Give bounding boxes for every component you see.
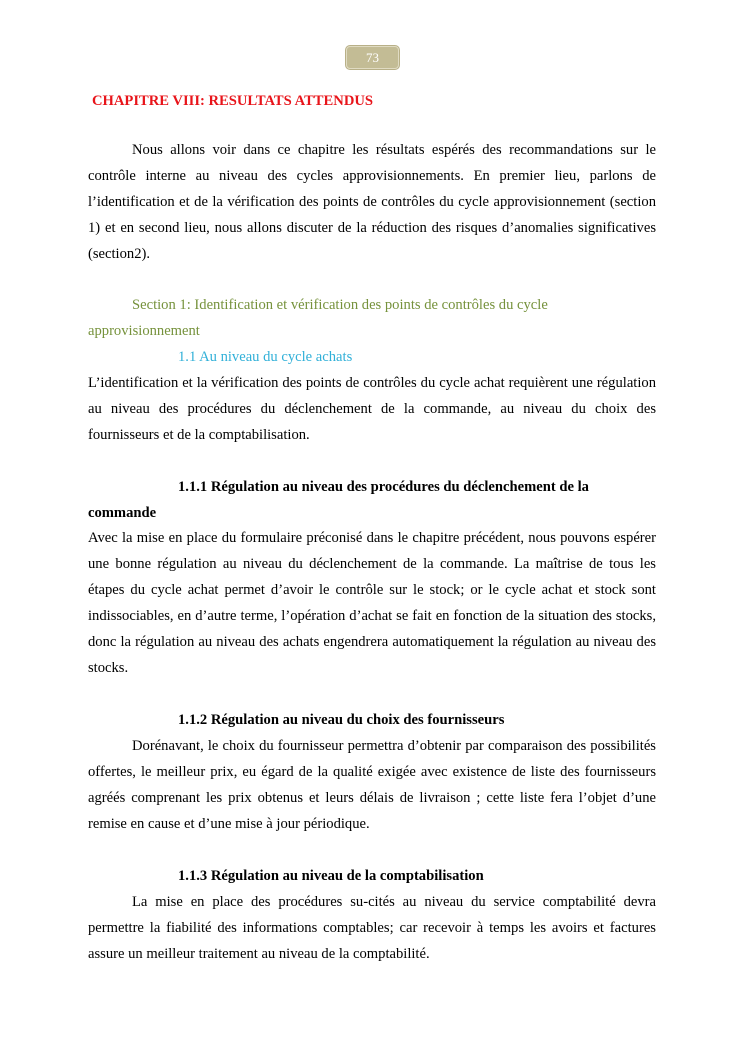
section-1-title: Section 1: Identification et vérification des points de contrôles du cycle approvisionnement <box>88 297 548 339</box>
heading-1-1-2 <box>88 707 656 733</box>
heading-1-1-1-continuation: commande <box>88 505 157 521</box>
paragraph-1-1: L’identification et la vérification des points de contrôles du cycle achat requièrent une régulation au niveau des procédures du déclenchement de la commande, au niveau du choix des fournisseurs et de la comptabilisation. <box>88 375 656 443</box>
intro-paragraph: Nous allons voir dans ce chapitre les résultats espérés des recommandations sur le contrôle interne au niveau des cycles approvisionnements. En premier lieu, parlons de l’identification et de la vérification des points de contrôles du cycle approvisionnement (section 1) et en second lieu, nous allons discuter de la réduction des risques d’anomalies significatives (section2). <box>88 142 656 262</box>
paragraph-1-1-1: Avec la mise en place du formulaire préconisé dans le chapitre précédent, nous pouvons espérer une bonne régulation au niveau du déclenchement de la commande. La maîtrise de tous les étapes du cycle achat permet d’avoir le contrôle sur le stock; or le cycle achat et stock sont indissociables, en d’autre terme, l’opération d’achat se fait en fonction de la situation des stocks, donc la régulation au niveau des achats engendrera automatiquement la régulation au niveau des stocks. <box>88 530 656 676</box>
heading-1-1-1-text: 1.1.1 Régulation au niveau des procédures du déclenchement de la <box>178 479 589 495</box>
paragraph-1-1-3: La mise en place des procédures su-cités au niveau du service comptabilité devra permettre la fiabilité des informations comptables; car recevoir à temps les avoirs et factures assure un meilleur traitement au niveau de la comptabilité. <box>88 894 656 962</box>
heading-1-1-3 <box>88 863 656 889</box>
heading-1-1-1 <box>88 474 656 526</box>
chapter-title: CHAPITRE VIII: RESULTATS ATTENDUS <box>92 93 374 109</box>
heading-1-1-2-text: 1.1.2 Régulation au niveau du choix des fournisseurs <box>178 712 505 728</box>
page-number: 73 <box>346 46 399 69</box>
heading-1-1-3-text: 1.1.3 Régulation au niveau de la comptabilisation <box>178 868 484 884</box>
subsection-1-1-title: 1.1 Au niveau du cycle achats <box>178 349 353 365</box>
paragraph-1-1-2: Dorénavant, le choix du fournisseur permettra d’obtenir par comparaison des possibilités offertes, le meilleur prix, eu égard de la qualité exigée avec existence de liste des fournisseurs agréés comprenant les prix obtenus et leurs délais de livraison ; cette liste fera l’objet d’une remise en cause et d’une mise à jour périodique. <box>88 738 656 832</box>
